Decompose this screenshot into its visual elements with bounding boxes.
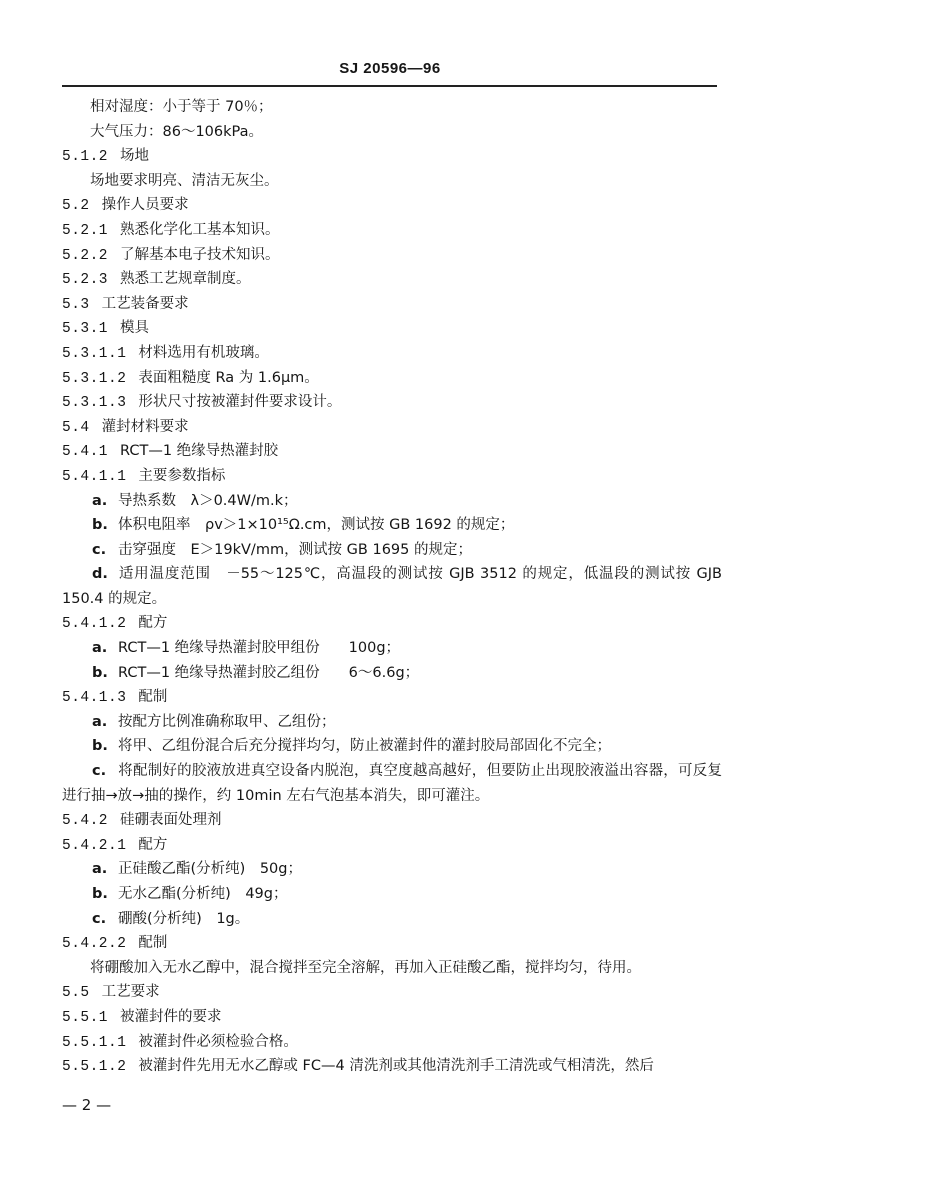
section-heading: 5.4.1 RCT—1 绝缘导热灌封胶 (62, 443, 279, 461)
list-item: c. 将配制好的胶液放进真空设备内脱泡，真空度越高越好，但要防止出现胶液溢出容器，可反复进行抽→放→抽的操作，约 10min 左右气泡基本消失，即可灌注。 (62, 763, 722, 804)
list-item: a. RCT—1 绝缘导热灌封胶甲组份 100g； (92, 640, 401, 657)
page-number: — 2 — (62, 1096, 112, 1114)
text-line: 将硼酸加入无水乙醇中，混合搅拌至完全溶解，再加入正硅酸乙酯，搅拌均匀，待用。 (90, 959, 641, 976)
section-heading: 5.4.1.2 配方 (62, 615, 168, 633)
section-heading: 5.4.2 硅硼表面处理剂 (62, 812, 222, 830)
document-code: SJ 20596—96 (339, 60, 441, 77)
section-heading: 5.2.3 熟悉工艺规章制度。 (62, 271, 251, 289)
header-divider (62, 85, 717, 87)
section-heading: 5.3.1.3 形状尺寸按被灌封件要求设计。 (62, 394, 342, 412)
document-body (62, 95, 722, 1079)
section-heading: 5.3 工艺装备要求 (62, 295, 189, 313)
list-item: b. 体积电阻率 ρv＞1×10¹⁵Ω.cm，测试按 GB 1692 的规定； (92, 517, 515, 534)
list-item: b. RCT—1 绝缘导热灌封胶乙组份 6～6.6g； (92, 664, 420, 681)
section-heading: 5.4.1.3 配制 (62, 689, 168, 707)
text-line: 相对湿度：小于等于 70％； (90, 99, 273, 115)
section-heading: 5.3.1 模具 (62, 320, 150, 338)
list-item: b. 将甲、乙组份混合后充分搅拌均匀，防止被灌封件的灌封胶局部固化不完全； (92, 738, 611, 755)
section-heading: 5.5.1.1 被灌封件必须检验合格。 (62, 1033, 298, 1051)
text-line: 大气压力：86～106kPa。 (90, 123, 264, 140)
list-item: a. 按配方比例准确称取甲、乙组份； (92, 713, 336, 730)
section-heading: 5.2.1 熟悉化学化工基本知识。 (62, 221, 280, 239)
section-heading: 5.4.2.1 配方 (62, 836, 168, 854)
section-heading: 5.5 工艺要求 (62, 984, 160, 1002)
list-item: d. 适用温度范围 －55～125℃，高温段的测试按 GJB 3512 的规定，低温段的测试按 GJB 150.4 的规定。 (62, 566, 722, 607)
section-heading: 5.5.1.2 被灌封件先用无水乙醇或 FC—4 清洗剂或其他清洗剂手工清洗或气相清洗，然后 (62, 1058, 654, 1076)
section-heading: 5.5.1 被灌封件的要求 (62, 1008, 222, 1026)
section-heading: 5.3.1.2 表面粗糙度 Ra 为 1.6μm。 (62, 369, 319, 387)
section-heading: 5.4.1.1 主要参数指标 (62, 467, 226, 485)
section-heading: 5.4 灌封材料要求 (62, 418, 189, 436)
section-heading: 5.1.2 场地 (62, 148, 150, 166)
list-item: a. 正硅酸乙酯(分析纯) 50g； (92, 861, 302, 878)
list-item: c. 击穿强度 E＞19kV/mm，测试按 GB 1695 的规定； (92, 541, 472, 558)
list-item: c. 硼酸(分析纯) 1g。 (92, 910, 250, 927)
text-line: 场地要求明亮、清洁无灰尘。 (90, 172, 279, 189)
section-heading: 5.3.1.1 材料选用有机玻璃。 (62, 344, 269, 362)
section-heading: 5.4.2.2 配制 (62, 935, 168, 953)
list-item: b. 无水乙酯(分析纯) 49g； (92, 886, 288, 902)
list-item: a. 导热系数 λ＞0.4W/m.k； (92, 492, 298, 509)
section-heading: 5.2 操作人员要求 (62, 197, 189, 215)
section-heading: 5.2.2 了解基本电子技术知识。 (62, 246, 280, 264)
